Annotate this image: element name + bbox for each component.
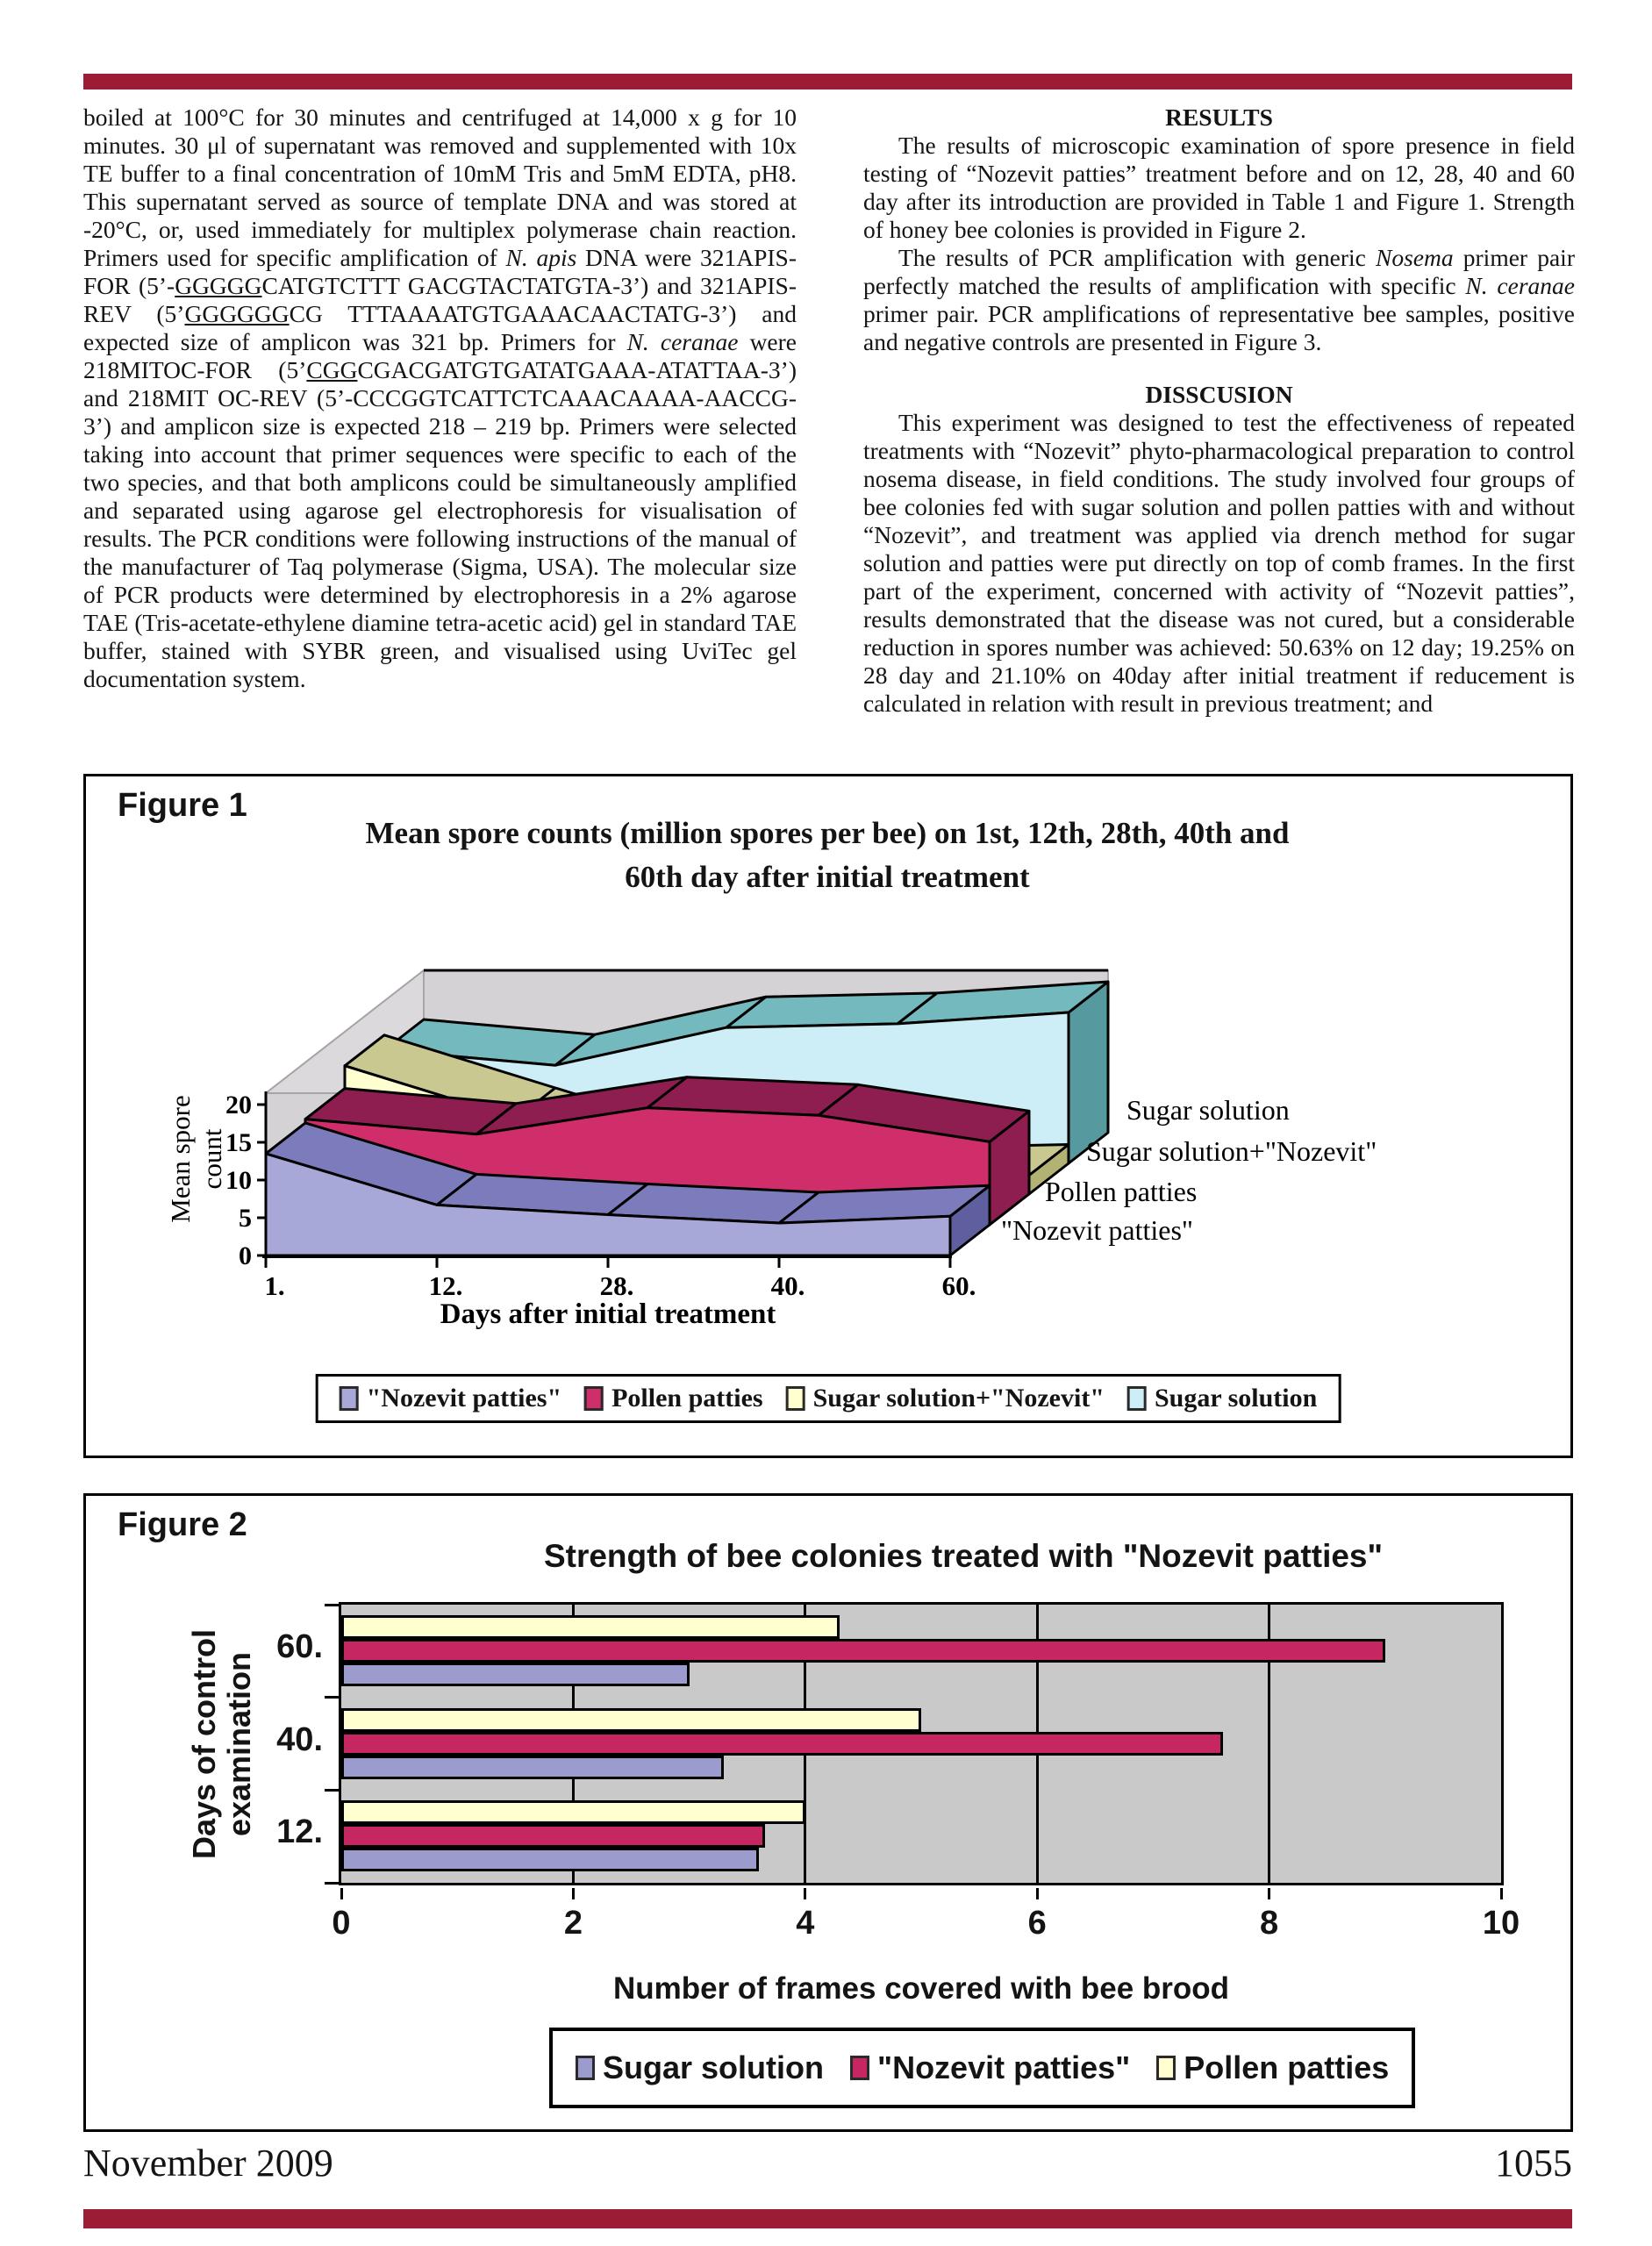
figure1-title-line2: 60th day after initial treatment xyxy=(625,860,1030,894)
figure2-plot-area xyxy=(339,1602,1504,1885)
legend-label: Pollen patties xyxy=(1184,2049,1390,2085)
text-segment: primer pair perfectly matched the results of amplification with specific xyxy=(863,244,1575,299)
bar-group-60. xyxy=(341,1615,1501,1686)
x-tick-label: 2 xyxy=(563,1905,583,1942)
figure1-legend xyxy=(316,1374,1341,1423)
x-tick-label: 4 xyxy=(796,1905,815,1942)
figure2-title: Strength of bee colonies treated with "Nozevit patties" xyxy=(543,1538,1384,1574)
bar--nozevit-patties- xyxy=(341,1639,1385,1663)
legend-label: Pollen patties xyxy=(611,1384,763,1413)
legend-swatch xyxy=(584,1386,604,1411)
footer-date: November 2009 xyxy=(83,2142,333,2185)
bar-sugar-solution xyxy=(341,1848,759,1871)
legend-item xyxy=(576,2049,824,2086)
figure1-label: Figure 1 xyxy=(118,787,247,824)
x-axis-tick xyxy=(1500,1888,1503,1899)
text-segment: DNA were 321APIS-FOR (5’- xyxy=(83,244,797,299)
text-segment: N. apis xyxy=(505,244,577,271)
text-segment: GGGGGG xyxy=(184,300,290,327)
x-axis-tick xyxy=(1036,1888,1039,1899)
y-tick-label: 20 xyxy=(225,1091,252,1119)
category-label: 40. xyxy=(276,1720,323,1758)
text-segment: boiled at 100°C for 30 minutes and centrifuged at 14,000 x g for 10 minutes. 30 μl of supernatant was removed and supplemented with 10x TE buffer to a final concentration of 10mM Tris and 5mM EDTA, pH8. This supernatant served as source of template DNA and was stored at -20°C, or, used immediately for multiplex polymerase chain reaction. Primers used for specific amplification of xyxy=(83,104,797,271)
legend-item xyxy=(850,2049,1130,2086)
text-segment: CG TTTAAAATGTGAAACAACTATG-3’) and expected size of amplicon was 321 bp. Primers for xyxy=(83,300,797,355)
figure2-x-axis-title: Number of frames covered with bee brood xyxy=(612,1971,1230,2006)
text-segment: The results of PCR amplification with generic xyxy=(898,244,1376,271)
category-label: 12. xyxy=(276,1813,323,1851)
legend-item xyxy=(1156,2049,1389,2086)
results-paragraph-2 xyxy=(863,244,1575,356)
results-paragraph-1 xyxy=(863,132,1575,244)
category-label: 60. xyxy=(276,1627,323,1665)
legend-item xyxy=(1127,1384,1317,1413)
figure1-title-line1: Mean spore counts (million spores per bee) on 1st, 12th, 28th, 40th and xyxy=(365,816,1290,850)
discussion-heading: DISSCUSION xyxy=(1145,381,1293,408)
legend-item xyxy=(786,1384,1105,1413)
legend-swatch xyxy=(1156,2056,1176,2080)
text-segment: N. ceranae xyxy=(1465,272,1575,299)
series-axis-label: Sugar solution+"Nozevit" xyxy=(1086,1135,1377,1167)
x-tick-label: 12. xyxy=(428,1270,463,1301)
figure1-y-axis-title: count xyxy=(197,1128,227,1190)
legend-swatch xyxy=(850,2056,869,2080)
bar-sugar-solution xyxy=(341,1756,724,1779)
bar-pollen-patties xyxy=(341,1615,840,1639)
series-axis-label: Sugar solution xyxy=(1126,1094,1290,1126)
series-axis-label: "Nozevit patties" xyxy=(1001,1214,1193,1246)
bar-sugar-solution xyxy=(341,1663,690,1686)
text-segment: CGACGATGTGATATGAAA-ATATTAA-3’) and 218MIT OC-REV (5’-CCCGGTCATTCTCAAACAAAA-AACCG-3’) and amplicon size is expected 218 – 219 bp. Primers were selected taking into account that primer sequences were specific to each of the two species, and that both amplicons could be simultaneously amplified and separated using agarose gel electrophoresis for visualisation of results. The PCR conditions were following instructions of the manual of the manufacturer of Taq polymerase (Sigma, USA). The molecular size of PCR products were determined by electrophoresis in a 2% agarose TAE (Tris-acetate-ethylene diamine tetra-acetic acid) gel in standard TAE buffer, stained with SYBR green, and visualised using UviTec gel documentation system. xyxy=(83,356,797,692)
x-tick-label: 8 xyxy=(1260,1905,1279,1942)
discussion-paragraph xyxy=(863,409,1575,718)
bar--nozevit-patties- xyxy=(341,1732,1223,1756)
x-tick-label: 40. xyxy=(770,1270,805,1301)
text-segment: were 218MITOC-FOR (5’ xyxy=(83,328,797,383)
footer-page-number: 1055 xyxy=(1495,2142,1572,2185)
text-segment: The results of microscopic examination of spore presence in field testing of “Nozevit patties” treatment before and on 12, 28, 40 and 60 day after its introduction are provided in Table 1 and Figure 1. Strength of honey bee colonies is provided in Figure 2. xyxy=(863,132,1575,243)
legend-item xyxy=(340,1384,561,1413)
legend-swatch xyxy=(340,1386,359,1411)
text-segment: GGGGG xyxy=(175,272,262,299)
text-segment: This experiment was designed to test the effectiveness of repeated treatments with “Nozevit” phyto-pharmacological preparation to control nosema disease, in field conditions. The study involved four groups of bee colonies fed with sugar solution and pollen patties with and without “Nozevit”, and treatment was applied via drench method for sugar solution and patties were put directly on top of comb frames. In the first part of the experiment, concerned with activity of “Nozevit patties”, results demonstrated that the disease was not cured, but a considerable reduction in spores number was achieved: 50.63% on 12 day; 19.25% on 28 day and 21.10% on 40day after initial treatment if reducement is calculated in relation with result in previous treatment; and xyxy=(863,409,1575,717)
legend-item xyxy=(584,1384,763,1413)
bar-pollen-patties xyxy=(341,1708,921,1732)
y-axis-tick xyxy=(325,1882,339,1885)
bar-group-12. xyxy=(341,1800,1501,1871)
figure1-x-axis-title: Days after initial treatment xyxy=(440,1298,776,1330)
bar-group-40. xyxy=(341,1708,1501,1779)
x-tick-label: 0 xyxy=(332,1905,351,1942)
legend-label: Sugar solution+"Nozevit" xyxy=(812,1384,1105,1413)
y-axis-tick xyxy=(325,1604,339,1606)
text-segment: CATGTCTTT GACGTACTATGTA-3’) and 321APIS-REV (5’ xyxy=(83,272,797,327)
legend-label: "Nozevit patties" xyxy=(366,1384,562,1413)
text-segment: Nosema xyxy=(1375,244,1454,271)
text-segment: N. ceranae xyxy=(626,328,739,355)
y-tick-label: 15 xyxy=(225,1128,252,1157)
left-column xyxy=(83,104,797,693)
y-tick-label: 10 xyxy=(225,1166,252,1195)
x-axis-tick xyxy=(1268,1888,1270,1899)
right-column xyxy=(863,104,1575,718)
figure1-chart-svg xyxy=(86,856,1490,1330)
y-axis-tick xyxy=(325,1696,339,1699)
bar-pollen-patties xyxy=(341,1800,805,1824)
legend-swatch xyxy=(576,2056,595,2080)
figure2-box xyxy=(83,1493,1573,2132)
figure2-label: Figure 2 xyxy=(118,1506,247,1543)
y-tick-label: 0 xyxy=(239,1241,252,1270)
y-tick-label: 5 xyxy=(239,1204,252,1233)
legend-swatch xyxy=(1127,1386,1147,1411)
x-axis-tick xyxy=(804,1888,806,1899)
text-segment: CGG xyxy=(306,356,358,383)
legend-label: Sugar solution xyxy=(603,2049,824,2085)
methods-paragraph xyxy=(83,104,797,693)
figure2-y-axis-title-line: examination xyxy=(221,1651,258,1836)
x-tick-label: 6 xyxy=(1027,1905,1047,1942)
x-tick-label: 10 xyxy=(1482,1905,1520,1942)
x-axis-tick xyxy=(572,1888,575,1899)
bar--nozevit-patties- xyxy=(341,1824,765,1848)
figure1-y-axis-title: Mean spore xyxy=(165,1095,196,1223)
figure1-box xyxy=(83,774,1573,1458)
legend-swatch xyxy=(786,1386,805,1411)
page-footer xyxy=(83,2141,1572,2185)
bottom-rule xyxy=(83,2209,1572,2228)
figure2-y-axis-title-line: Days of control xyxy=(186,1628,223,1859)
x-tick-label: 28. xyxy=(599,1270,634,1301)
x-tick-label: 1. xyxy=(264,1270,285,1301)
x-axis-tick xyxy=(340,1888,343,1899)
top-rule xyxy=(83,74,1572,89)
x-tick-label: 60. xyxy=(941,1270,976,1301)
legend-label: "Nozevit patties" xyxy=(877,2049,1131,2085)
y-axis-tick xyxy=(325,1789,339,1792)
figure2-legend xyxy=(549,2028,1415,2108)
text-segment: primer pair. PCR amplifications of representative bee samples, positive and negative controls are presented in Figure 3. xyxy=(863,300,1575,355)
results-heading: RESULTS xyxy=(1165,104,1273,131)
series-axis-label: Pollen patties xyxy=(1045,1176,1198,1207)
legend-label: Sugar solution xyxy=(1154,1384,1318,1413)
